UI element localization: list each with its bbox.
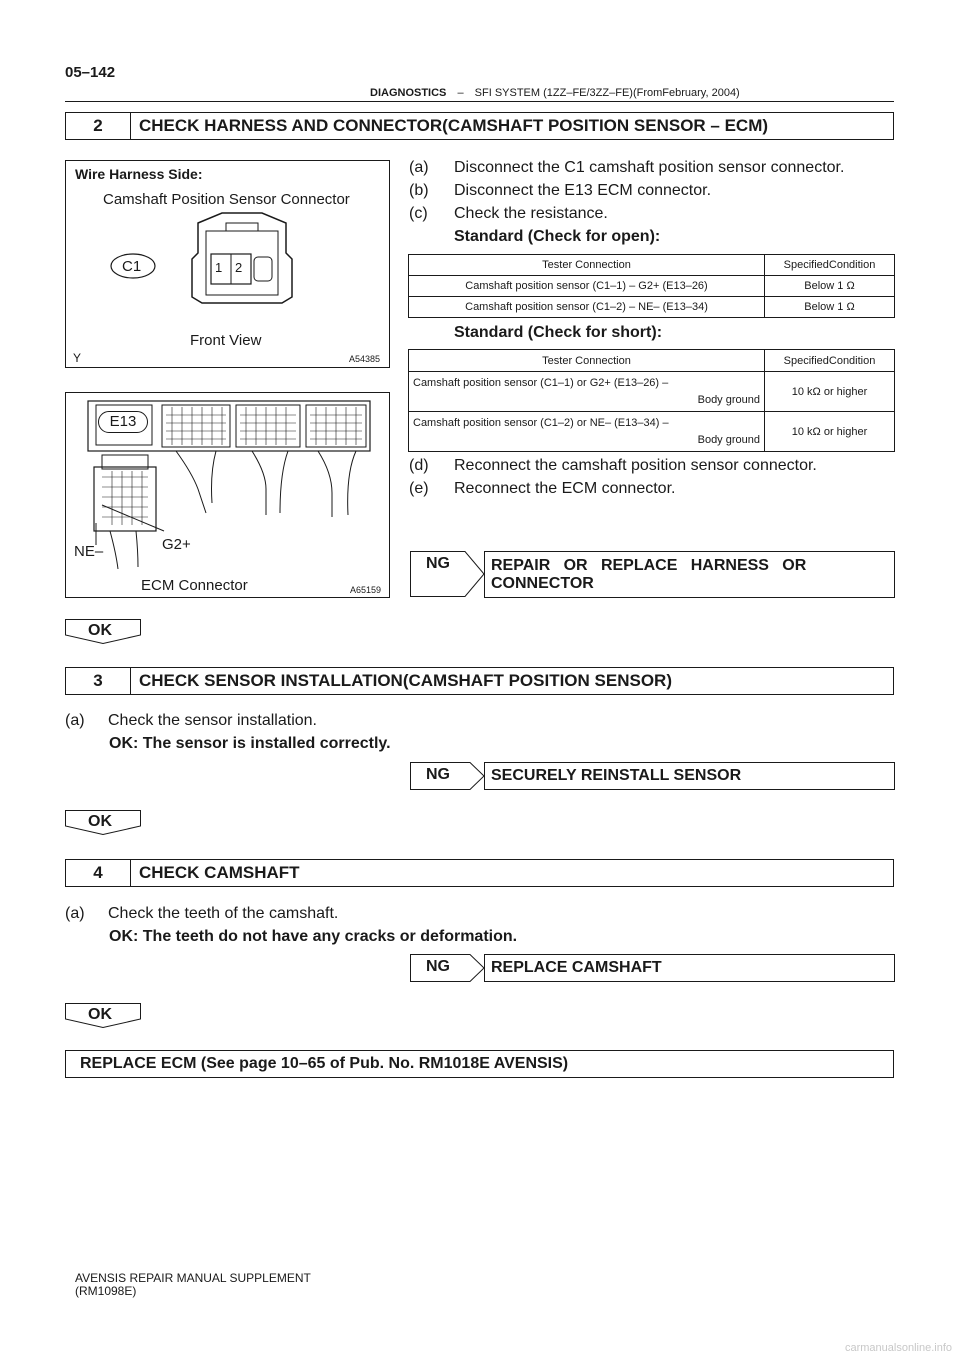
- column-header: Tester Connection: [409, 255, 765, 276]
- step-3-instruction-a: [65, 712, 317, 730]
- table-row: [409, 297, 895, 318]
- table-cell: 10 kΩ or higher: [765, 372, 895, 412]
- open-check-table: [408, 254, 895, 318]
- ok-indicator: [65, 810, 141, 835]
- footer: [75, 1272, 311, 1298]
- ok-indicator: [65, 619, 141, 644]
- step-number: 3: [66, 668, 131, 694]
- pin-1-label: 1: [215, 260, 223, 275]
- item-marker: (a): [409, 159, 429, 176]
- step-2-bar: [65, 112, 894, 140]
- step-4-bar: [65, 859, 894, 887]
- step-number: 2: [66, 113, 131, 139]
- pin-2-label: 2: [235, 260, 243, 275]
- figure-id: A54385: [349, 354, 381, 364]
- step-4-instruction-a: [65, 905, 339, 923]
- corner-mark: Y: [73, 351, 82, 365]
- header-separator: –: [457, 87, 464, 99]
- item-text: Check the sensor installation.: [108, 712, 317, 729]
- cell-line: Body ground: [697, 393, 760, 406]
- instruction-a: [409, 159, 845, 177]
- item-text: Reconnect the camshaft position sensor connector.: [454, 457, 817, 474]
- cell-line: Camshaft position sensor (C1–2) or NE– (E13–34) –: [413, 416, 669, 429]
- ng-action-line: CONNECTOR: [491, 575, 594, 592]
- ng-indicator: [410, 954, 485, 982]
- item-marker: (c): [409, 205, 428, 222]
- table-cell: [409, 372, 765, 412]
- running-header: [370, 87, 740, 99]
- step-title: CHECK CAMSHAFT: [139, 863, 300, 882]
- ecm-connector-figure: [65, 392, 390, 598]
- footer-line: (RM1098E): [75, 1284, 137, 1298]
- step-3-result: OK: The sensor is installed correctly.: [109, 735, 391, 752]
- figure-caption: Camshaft Position Sensor Connector: [103, 191, 350, 208]
- figure-heading: Wire Harness Side:: [75, 166, 203, 182]
- standard-open-heading: Standard (Check for open):: [454, 228, 661, 245]
- item-marker: (b): [409, 182, 429, 199]
- item-marker: (e): [409, 480, 429, 497]
- footer-line: AVENSIS REPAIR MANUAL SUPPLEMENT: [75, 1271, 311, 1285]
- step-title: CHECK SENSOR INSTALLATION(CAMSHAFT POSITION SENSOR): [139, 671, 672, 690]
- table-row: [409, 412, 895, 452]
- item-marker: (a): [65, 712, 85, 729]
- ok-indicator: [65, 1003, 141, 1028]
- ecm-connector-label: E13: [98, 411, 148, 433]
- page-number: 05–142: [65, 64, 116, 81]
- ok-label: OK: [88, 813, 112, 830]
- connector-label: C1: [122, 258, 142, 275]
- step-3-bar: [65, 667, 894, 695]
- table-cell: Below 1 Ω: [765, 276, 895, 297]
- item-text: Disconnect the C1 camshaft position sensor connector.: [454, 159, 845, 176]
- sensor-connector-figure: [65, 160, 390, 368]
- table-cell: 10 kΩ or higher: [765, 412, 895, 452]
- item-marker: (a): [65, 905, 85, 922]
- ok-label: OK: [88, 622, 112, 639]
- view-label: Front View: [190, 332, 262, 349]
- step-title: CHECK HARNESS AND CONNECTOR(CAMSHAFT POSITION SENSOR – ECM): [139, 116, 769, 135]
- ng-action-line: REPAIR OR REPLACE HARNESS OR: [491, 557, 807, 574]
- watermark: carmanualsonline.info: [844, 1342, 952, 1354]
- item-marker: (d): [409, 457, 429, 474]
- section-subtitle: SFI SYSTEM (1ZZ–FE/3ZZ–FE)(FromFebruary, 2004): [474, 87, 740, 99]
- instruction-e: [409, 480, 676, 498]
- ne-terminal-label: NE–: [74, 543, 104, 560]
- table-cell: Camshaft position sensor (C1–1) – G2+ (E13–26): [409, 276, 765, 297]
- column-header: Tester Connection: [409, 350, 765, 372]
- ng-action-box: SECURELY REINSTALL SENSOR: [484, 762, 895, 790]
- ok-label: OK: [88, 1006, 112, 1023]
- item-text: Reconnect the ECM connector.: [454, 480, 676, 497]
- ng-label: NG: [426, 958, 450, 975]
- table-row: [409, 276, 895, 297]
- step-4-result: OK: The teeth do not have any cracks or deformation.: [109, 928, 518, 945]
- item-text: Disconnect the E13 ECM connector.: [454, 182, 712, 199]
- section-name: DIAGNOSTICS: [370, 87, 447, 99]
- header-rule: [65, 101, 894, 102]
- instruction-b: [409, 182, 712, 200]
- ng-action-box: REPLACE CAMSHAFT: [484, 954, 895, 982]
- item-text: Check the resistance.: [454, 205, 608, 222]
- table-cell: Camshaft position sensor (C1–2) – NE– (E13–34): [409, 297, 765, 318]
- ng-action-box: [484, 551, 895, 598]
- g2-terminal-label: G2+: [162, 536, 191, 553]
- ng-label: NG: [426, 555, 450, 572]
- cell-line: Body ground: [697, 433, 760, 446]
- table-cell: [409, 412, 765, 452]
- column-header: SpecifiedCondition: [765, 255, 895, 276]
- ng-label: NG: [426, 766, 450, 783]
- instruction-d: [409, 457, 817, 475]
- item-text: Check the teeth of the camshaft.: [108, 905, 339, 922]
- table-row: [409, 372, 895, 412]
- final-action-bar: REPLACE ECM (See page 10–65 of Pub. No. RM1018E AVENSIS): [65, 1050, 894, 1078]
- table-cell: Below 1 Ω: [765, 297, 895, 318]
- step-number: 4: [66, 860, 131, 886]
- cell-line: Camshaft position sensor (C1–1) or G2+ (E13–26) –: [413, 376, 669, 389]
- ng-indicator: [410, 762, 485, 790]
- ng-indicator: [410, 551, 485, 597]
- figure-id: A65159: [350, 585, 382, 595]
- standard-short-heading: Standard (Check for short):: [454, 324, 663, 341]
- ecm-connector-caption: ECM Connector: [141, 577, 248, 594]
- column-header: SpecifiedCondition: [765, 350, 895, 372]
- short-check-table: [408, 349, 895, 452]
- instruction-c: [409, 205, 608, 223]
